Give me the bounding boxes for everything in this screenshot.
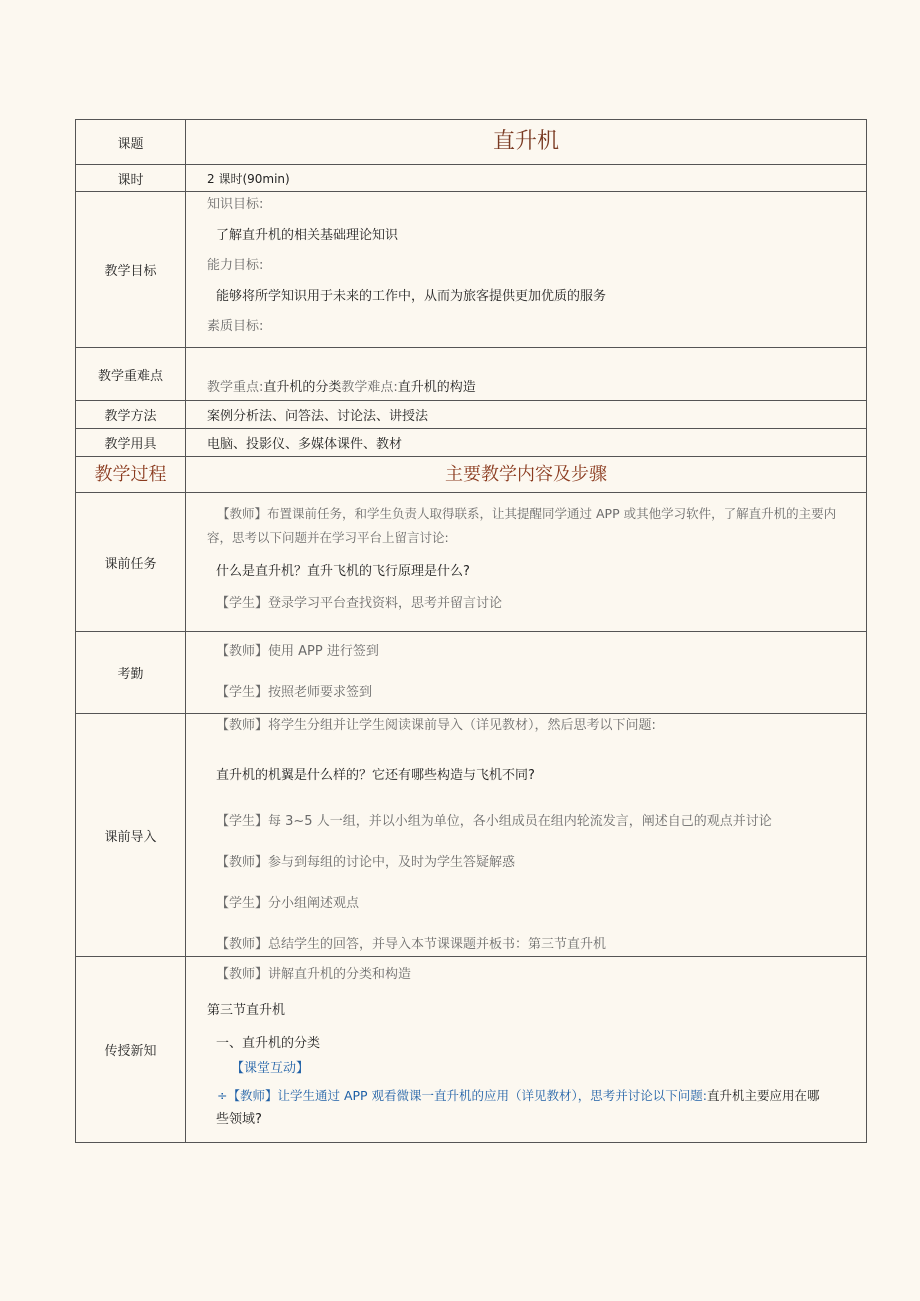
attendance-teacher: 【教师】使用 APP 进行签到 (216, 644, 379, 659)
hours-value: 2 课时(90min) (186, 165, 867, 192)
interaction-task: ÷【教师】让学生通过 APP 观看微课一直升机的应用（详见教材），思考并讨论以下问题: (217, 1088, 708, 1103)
attendance-student: 【学生】按照老师要求签到 (216, 685, 373, 700)
ability-goal-text: 能够将所学知识用于未来的工作中，从而为旅客提供更加优质的服务 (216, 289, 607, 304)
goals-label: 教学目标 (76, 192, 186, 348)
intro-student-2: 【学生】分小组阐述观点 (216, 896, 360, 911)
interaction-question: 直升机主要应用在哪 (707, 1088, 820, 1103)
pre-task-student: 【学生】登录学习平台查找资料，思考并留言讨论 (216, 596, 503, 611)
class-interaction-label: 【课堂互动】 (231, 1061, 310, 1076)
lesson-plan-table (75, 119, 867, 1143)
method-label: 教学方法 (76, 401, 186, 429)
intro-question: 直升机的机翼是什么样的？它还有哪些构造与飞机不同? (216, 768, 535, 783)
attendance-cell (186, 632, 867, 714)
subsection-title: 一、直升机的分类 (216, 1036, 321, 1051)
pre-task-cell (186, 493, 867, 632)
intro-teacher-3: 【教师】总结学生的回答，并导入本节课课题并板书：第三节直升机 (216, 937, 607, 952)
content-header: 主要教学内容及步骤 (445, 464, 607, 485)
key-point-text: 直升机的分类 (263, 380, 342, 395)
key-points-cell (186, 348, 867, 401)
difficulty-label: 教学难点: (341, 380, 398, 395)
quality-goal-label: 素质目标: (207, 319, 264, 334)
tools-value: 电脑、投影仪、多媒体课件、教材 (186, 429, 867, 457)
ability-goal-label: 能力目标: (207, 258, 264, 273)
intro-student-1: 【学生】每 3~5 人一组，并以小组为单位，各小组成员在组内轮流发言，阐述自己的观点并讨论 (216, 814, 772, 829)
pre-task-teacher-2: 容，思考以下问题并在学习平台上留言讨论: (207, 530, 449, 545)
pre-task-teacher-1: 【教师】布置课前任务，和学生负责人取得联系，让其提醒同学通过 APP 或其他学习软件，了解直升机的主要内 (217, 506, 837, 521)
section-title: 第三节直升机 (207, 1003, 286, 1018)
key-point-label: 教学重点: (207, 380, 264, 395)
knowledge-goal-label: 知识目标: (207, 197, 264, 212)
intro-teacher-2: 【教师】参与到每组的讨论中，及时为学生答疑解惑 (216, 855, 516, 870)
difficulty-text: 直升机的构造 (397, 380, 476, 395)
attendance-label: 考勤 (76, 632, 186, 714)
tools-label: 教学用具 (76, 429, 186, 457)
topic-label: 课题 (76, 120, 186, 165)
lesson-title: 直升机 (492, 129, 559, 154)
intro-cell (186, 714, 867, 957)
pre-task-label: 课前任务 (76, 493, 186, 632)
intro-label: 课前导入 (76, 714, 186, 957)
teach-teacher-1: 【教师】讲解直升机的分类和构造 (216, 967, 412, 982)
teach-cell (186, 957, 867, 1143)
pre-task-question: 什么是直升机？直升飞机的飞行原理是什么? (216, 564, 470, 579)
intro-teacher-1: 【教师】将学生分组并让学生阅读课前导入（详见教材），然后思考以下问题: (216, 718, 656, 733)
goals-cell (186, 192, 867, 348)
hours-label: 课时 (76, 165, 186, 192)
teach-label: 传授新知 (76, 957, 186, 1143)
key-points-label: 教学重难点 (76, 348, 186, 401)
method-value: 案例分析法、问答法、讨论法、讲授法 (186, 401, 867, 429)
interaction-question-2: 些领域? (216, 1112, 262, 1127)
process-header: 教学过程 (94, 464, 167, 485)
knowledge-goal-text: 了解直升机的相关基础理论知识 (216, 228, 399, 243)
